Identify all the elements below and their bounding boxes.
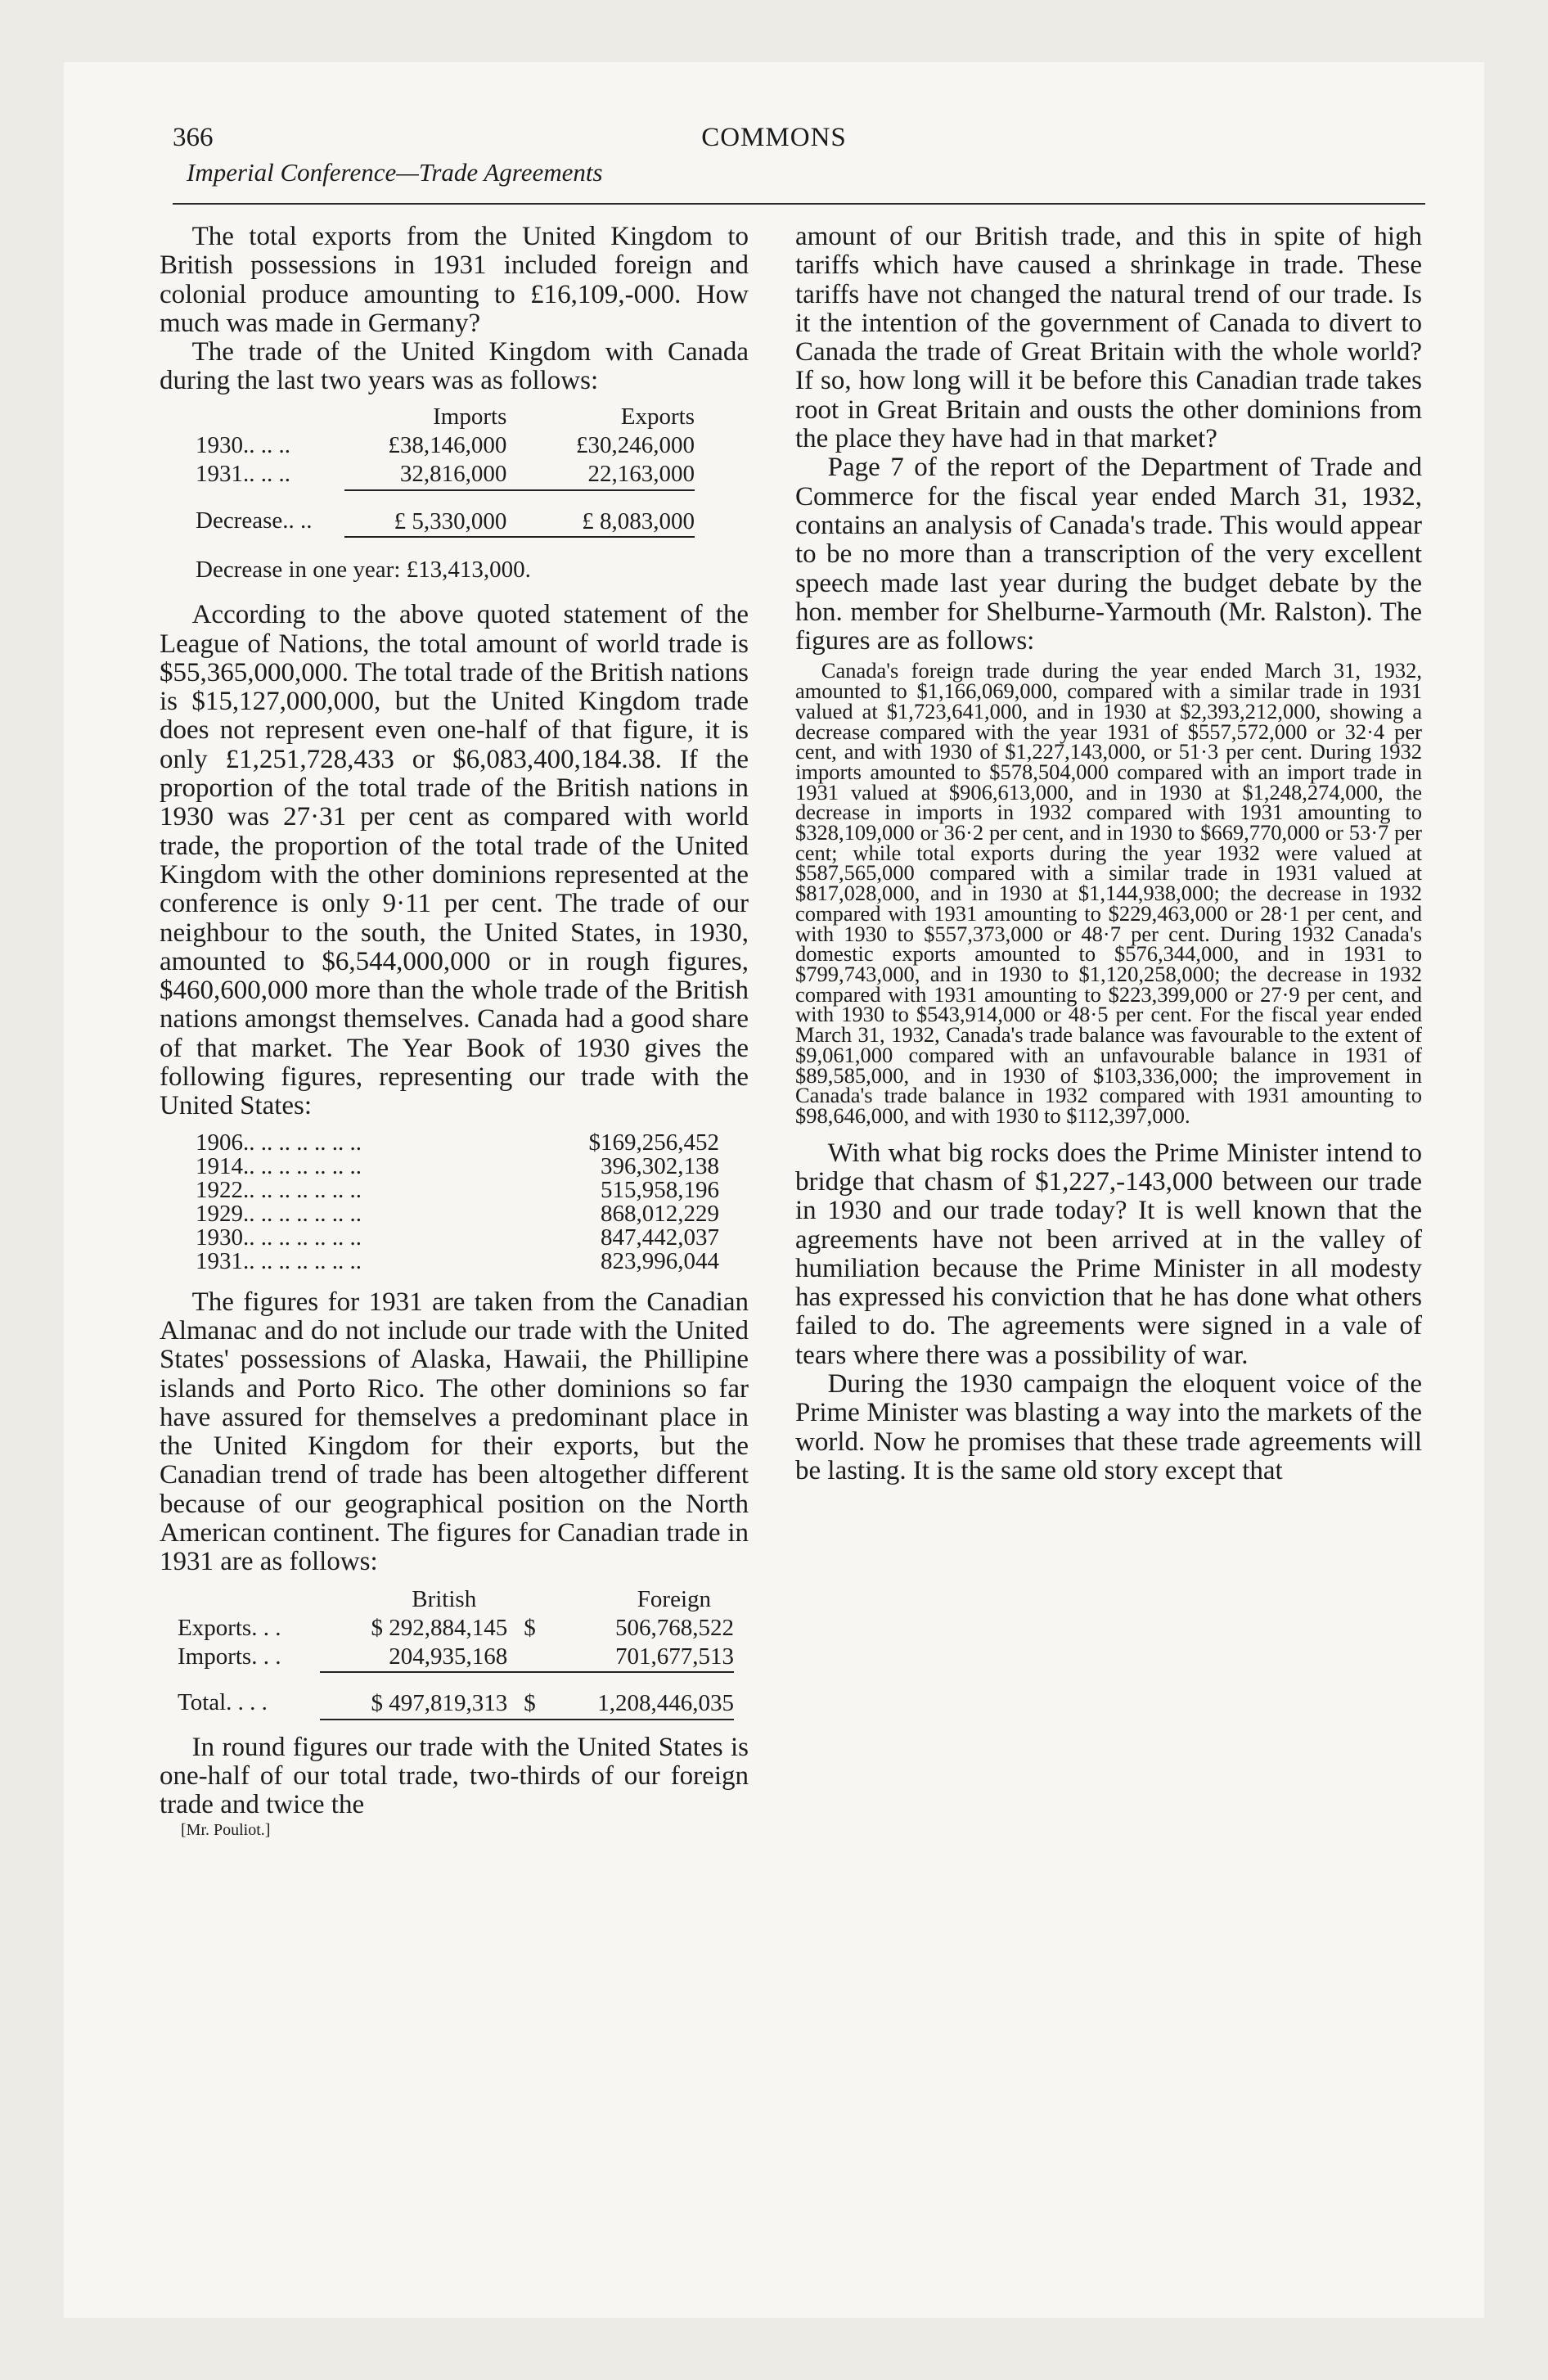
column-header: British: [412, 1585, 477, 1612]
cell: 32,816,000: [344, 460, 542, 489]
row-label: 1930.. .. ..: [196, 432, 290, 459]
cell: 868,012,229: [601, 1200, 719, 1227]
cell: 701,677,513: [547, 1643, 734, 1672]
cell: $: [507, 1672, 546, 1719]
speaker-note: [Mr. Pouliot.]: [181, 1820, 271, 1839]
column-header: Exports: [620, 403, 695, 430]
left-column: [160, 223, 749, 1840]
cell: 823,996,044: [601, 1247, 719, 1274]
row-label: 1906.. .. .. .. .. .. ..: [196, 1129, 362, 1156]
paragraph: According to the above quoted statement of the League of Nations, the total amount of world trade is $55,365,000,000. The total trade of the British nations is $15,127,000,000, but the United Kingdom trade does not represent even one-half of that figure, it is only £1,251,728,433 or $6,083,400,184.38. If the proportion of the total trade of the British nations in 1930 was 27·31 per cent as compared with world trade, the proportion of the total trade of the United Kingdom with the other dominions represented at the conference is only 9·11 per cent. The trade of our neighbour to the south, the United States, in 1930, amounted to $6,544,000,000 or in rough figures, $460,600,000 more than the whole trade of the British nations amongst themselves. Canada had a good share of that market. The Year Book of 1930 gives the following figures, representing our trade with the United States:: [160, 600, 749, 1121]
paragraph: The trade of the United Kingdom with Canada during the last two years was as follows:: [160, 337, 749, 396]
row-label: Imports. . .: [178, 1643, 281, 1670]
row-label: 1914.. .. .. .. .. .. ..: [196, 1152, 362, 1179]
paragraph: amount of our British trade, and this in spite of high tariffs which have caused a shrinkage in trade. These tariffs have not changed the natural trend of our trade. Is it the intention of the government of Canada to divert to Canada the trade of Great Britain with the whole world? If so, how long will it be before this Canadian trade takes root in Great Britain and ousts the other dominions from the place they have had in that market?: [795, 222, 1422, 454]
quoted-extract: [795, 658, 1422, 1128]
row-label: 1931.. .. ..: [196, 461, 290, 488]
table-row: [196, 1250, 719, 1273]
us-trade-table: [196, 1131, 719, 1273]
table-row: [196, 1202, 719, 1226]
paragraph: Page 7 of the report of the Department of Trade and Commerce for the fiscal year ended March 31, 1932, contains an analysis of Canada's trade. This would appear to be no more than a transcription of the very excellent speech made last year during the budget debate by the hon. member for Shelburne-Yarmouth (Mr. Ralston). The figures are as follows:: [795, 453, 1422, 656]
row-label: Exports. . .: [178, 1614, 281, 1641]
page-number: 366: [173, 123, 214, 152]
paragraph: During the 1930 campaign the eloquent voice of the Prime Minister was blasting a way into the markets of the world. Now he promises that these trade agreements will be lasting. It is the same old story except that: [795, 1369, 1422, 1485]
uk-trade-table: [196, 403, 695, 538]
canadian-trade-table: [178, 1585, 734, 1720]
cell: 22,163,000: [542, 460, 695, 489]
table-row: [178, 1614, 734, 1643]
running-head-subtitle: Imperial Conference—Trade Agreements: [187, 158, 603, 187]
cell: 847,442,037: [601, 1224, 719, 1251]
cell: £30,246,000: [576, 432, 695, 459]
table-row: [178, 1643, 734, 1672]
table-row: [196, 431, 695, 460]
row-label: Total. . . .: [178, 1689, 268, 1716]
cell: $ 497,819,313: [320, 1672, 507, 1719]
row-label: 1931.. .. .. .. .. .. ..: [196, 1247, 362, 1274]
cell: $169,256,452: [588, 1129, 719, 1156]
row-label: 1922.. .. .. .. .. .. ..: [196, 1176, 362, 1203]
row-label: 1929.. .. .. .. .. .. ..: [196, 1200, 362, 1227]
paragraph: In round figures our trade with the United States is one-half of our total trade, two-thirds of our foreign trade and twice the: [160, 1732, 749, 1820]
row-label: 1930.. .. .. .. .. .. ..: [196, 1224, 362, 1251]
cell: 396,302,138: [601, 1152, 719, 1179]
header-rule: [173, 203, 1425, 205]
total-row: [196, 490, 695, 537]
cell: 1,208,446,035: [547, 1672, 734, 1719]
cell: $: [524, 1614, 536, 1641]
table-row: [196, 1131, 719, 1155]
table-row: [196, 1179, 719, 1202]
column-header: Foreign: [637, 1585, 711, 1612]
paragraph: The total exports from the United Kingdom to British possessions in 1931 included foreign and colonial produce amounting to £16,109,-000. How much was made in Germany?: [160, 222, 749, 338]
cell: $ 292,884,145: [371, 1614, 508, 1641]
paragraph: With what big rocks does the Prime Minister intend to bridge that chasm of $1,227,-143,000 between our trade in 1930 and our trade today? It is well known that the agreements have not been arrived at in the valley of humiliation because the Prime Minister in all modesty has expressed his conviction that he has done what others failed to do. The agreements were signed in a vale of tears where there was a possibility of war.: [795, 1138, 1422, 1370]
decrease-line: Decrease in one year: £13,413,000.: [196, 556, 531, 583]
running-head-title: COMMONS: [701, 123, 847, 152]
cell: 204,935,168: [320, 1643, 507, 1672]
paragraph: The figures for 1931 are taken from the Canadian Almanac and do not include our trade with the United States' possessions of Alaska, Hawaii, the Phillipine islands and Porto Rico. The other dominions so far have assured for themselves a predominant place in the United Kingdom for their exports, but the Canadian trend of trade has been altogether different because of our geographical position on the North American continent. The figures for Canadian trade in 1931 are as follows:: [160, 1287, 749, 1577]
cell: £ 8,083,000: [542, 490, 695, 537]
quote-paragraph: Canada's foreign trade during the year ended March 31, 1932, amounted to $1,166,069,000, compared with a similar trade in 1931 valued at $1,723,641,000, and in 1930 at $2,393,212,000, showing a decrease compared with the year 1931 of $557,572,000 or 32·4 per cent, and with 1930 of $1,227,143,000, or 51·3 per cent. During 1932 imports amounted to $578,504,000 compared with an import trade in 1931 valued at $906,613,000, and in 1930 at $1,248,274,000, the decrease in imports in 1932 compared with 1931 amounting to $328,109,000 or 36·2 per cent, and in 1930 to $669,770,000 or 53·7 per cent; while total exports during the year 1932 were valued at $587,565,000 compared with a similar trade in 1931 valued at $817,028,000, and in 1930 at $1,144,938,000; the decrease in 1932 compared with 1931 amounting to $229,463,000 or 28·1 per cent, and with 1930 to $557,373,000 or 48·7 per cent. During 1932 Canada's domestic exports amounted to $576,344,000, and in 1931 to $799,743,000, and in 1930 to $1,120,258,000; the decrease in 1932 compared with 1931 amounting to $223,399,000 or 27·9 per cent, and with 1930 to $543,914,000 or 48·5 per cent. For the fiscal year ended March 31, 1932, Canada's trade balance was favourable to the extent of $9,061,000 compared with an unfavourable balance in 1931 of $89,585,000, and in 1930 of $103,336,000; the improvement in Canada's trade balance in 1932 compared with 1931 amounting to $98,646,000, and with 1930 to $112,397,000.: [795, 658, 1422, 1128]
total-row: [178, 1672, 734, 1719]
column-header: Imports: [433, 403, 507, 430]
table-row: [196, 460, 695, 489]
cell: 515,958,196: [601, 1176, 719, 1203]
cell: £ 5,330,000: [344, 490, 542, 537]
row-label: Decrease.. ..: [196, 507, 313, 534]
cell: [507, 1643, 546, 1672]
table-row: [196, 1226, 719, 1250]
cell: 506,768,522: [615, 1614, 734, 1641]
right-column: [795, 223, 1422, 1485]
cell: £38,146,000: [388, 432, 507, 459]
table-row: [196, 1155, 719, 1179]
